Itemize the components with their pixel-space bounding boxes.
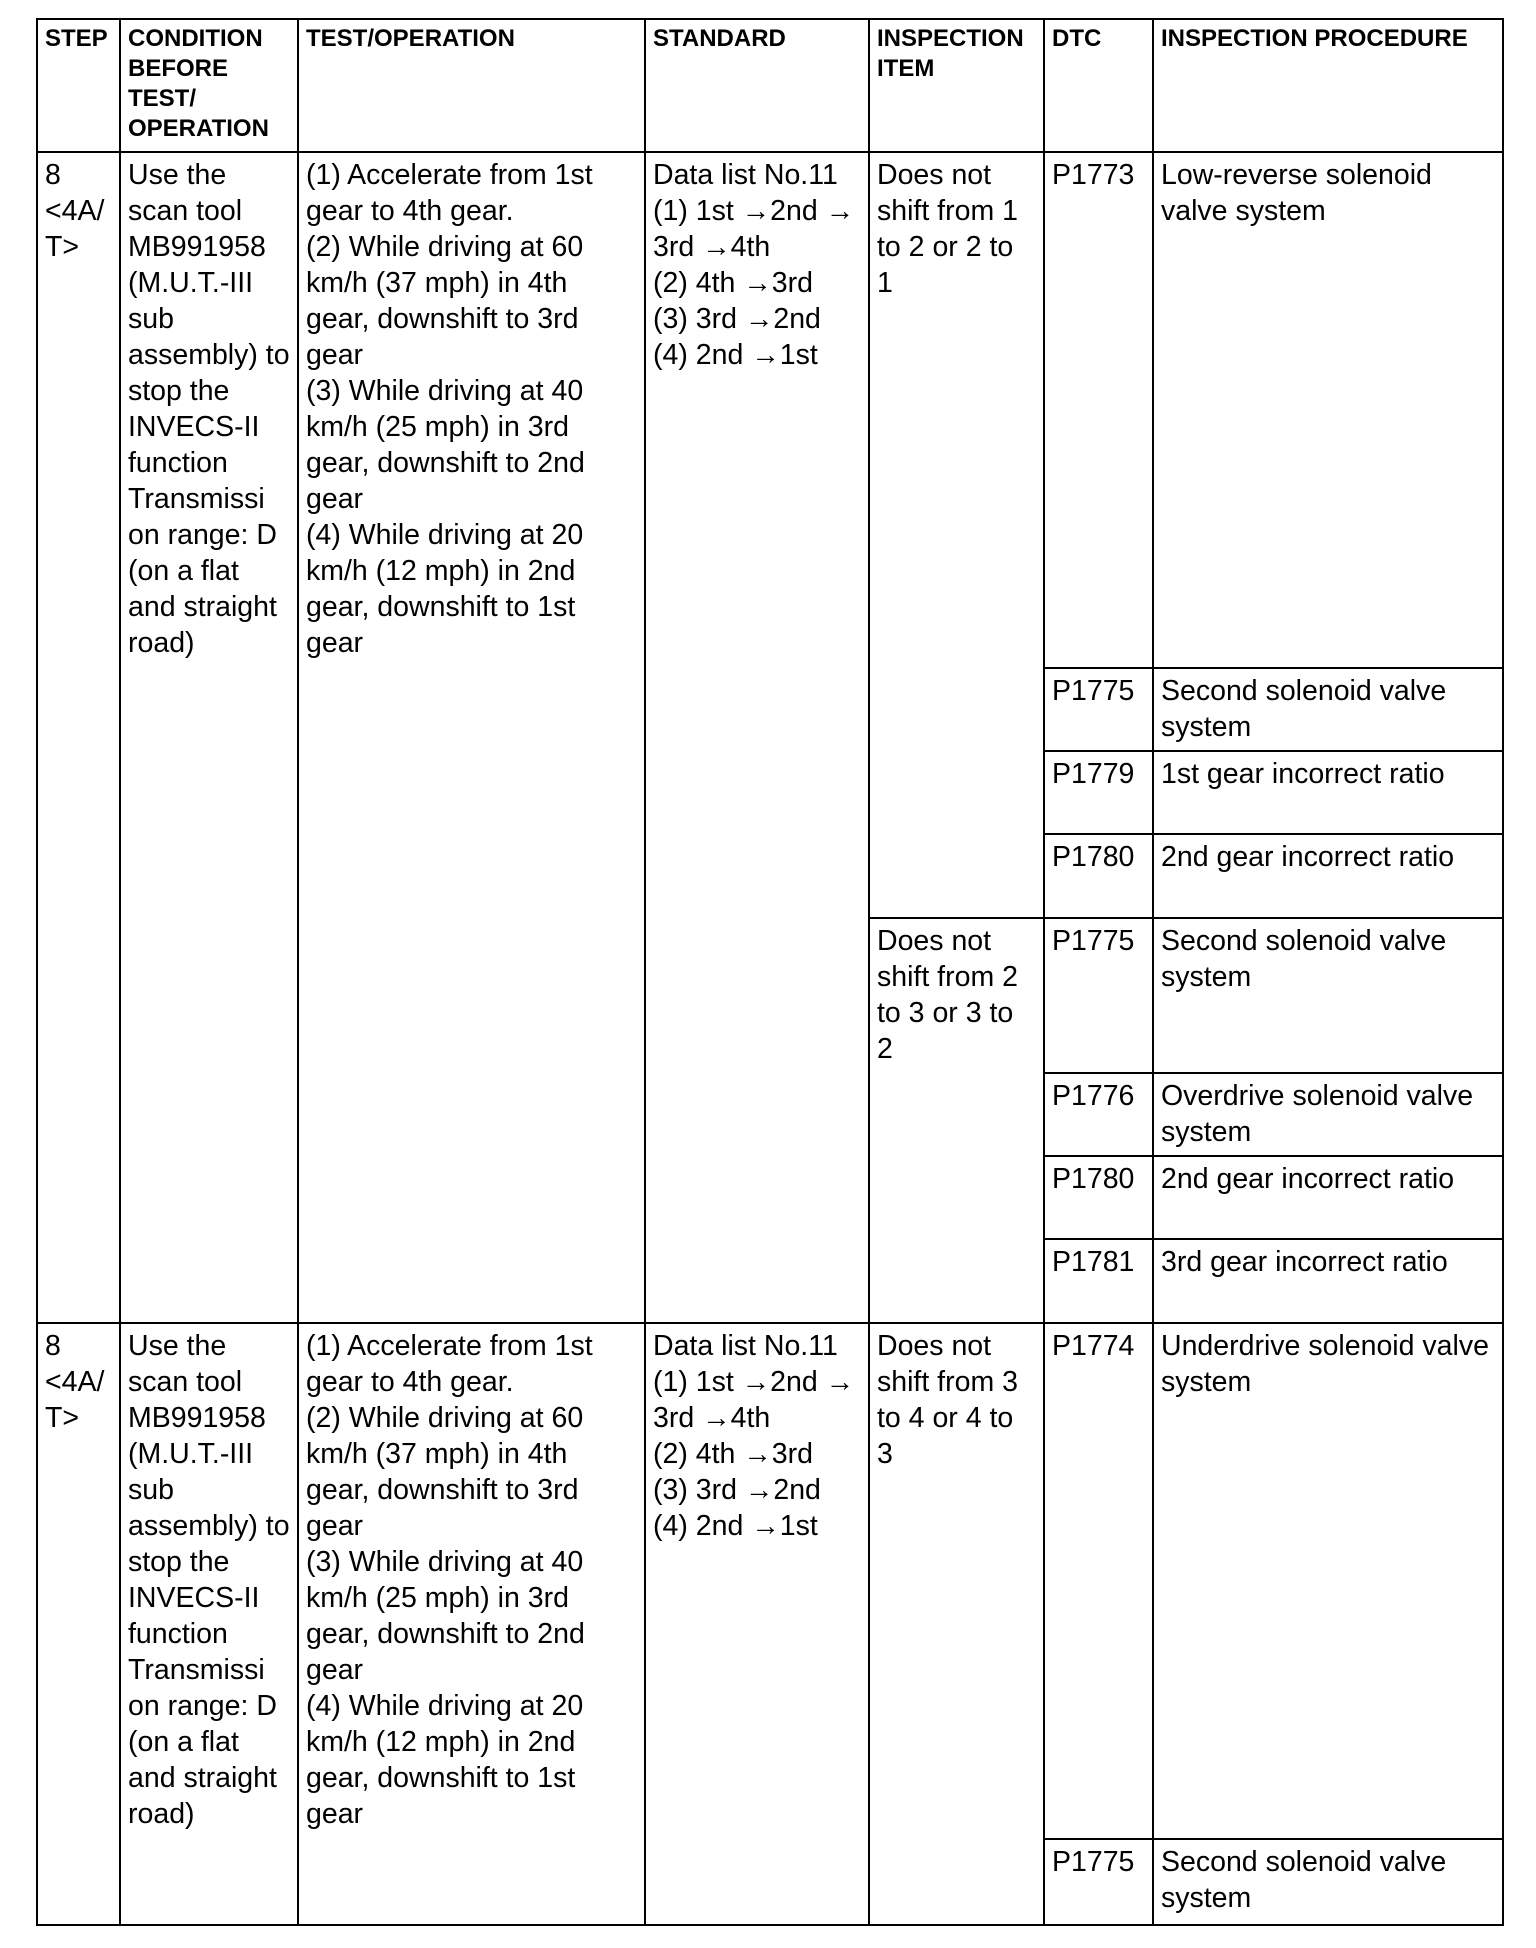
inspection-procedure: 1st gear incorrect ratio — [1153, 751, 1503, 834]
inspection-item-cell: Does not shift from 2 to 3 or 3 to 2 — [869, 918, 1044, 1323]
inspection-procedure: Underdrive solenoid valve system — [1153, 1323, 1503, 1839]
inspection-procedure: 2nd gear incorrect ratio — [1153, 834, 1503, 918]
standard-line: (1) 1st →2nd → — [653, 195, 855, 227]
inspection-procedure: Overdrive solenoid valve system — [1153, 1073, 1503, 1156]
dtc-code: P1781 — [1044, 1239, 1153, 1323]
condition-cell: Use the scan tool MB991958 (M.U.T.-III sub assembly) to stop the INVECS-II function Transmissi on range: D (on a flat and straight road) — [120, 152, 298, 1323]
inspection-procedure: Low-reverse solenoid valve system — [1153, 152, 1503, 668]
dtc-code: P1780 — [1044, 834, 1153, 918]
condition-cell: Use the scan tool MB991958 (M.U.T.-III sub assembly) to stop the INVECS-II function Transmissi on range: D (on a flat and straight road) — [120, 1323, 298, 1925]
inspection-item-cell: Does not shift from 1 to 2 or 2 to 1 — [869, 152, 1044, 918]
table-row — [37, 1323, 1503, 1839]
dtc-code: P1775 — [1044, 918, 1153, 1073]
header-inspection-procedure: INSPECTION PROCEDURE — [1153, 19, 1503, 152]
step-cell: 8 <4A/ T> — [37, 152, 120, 1323]
header-dtc: DTC — [1044, 19, 1153, 152]
header-row — [37, 19, 1503, 152]
header-condition: CONDITION BEFORE TEST/ OPERATION — [120, 19, 298, 152]
standard-line: 3rd →4th — [653, 1402, 771, 1434]
inspection-procedure: 2nd gear incorrect ratio — [1153, 1156, 1503, 1239]
standard-line: Data list No.11 — [653, 159, 838, 191]
test-operation-cell: (1) Accelerate from 1st gear to 4th gear. (2) While driving at 60 km/h (37 mph) in 4th gear, downshift to 3rd gear (3) While driving at 40 km/h (25 mph) in 3rd gear, downshift to 2nd gear (4) While driving at 20 km/h (12 mph) in 2nd gear, downshift to 1st gear — [298, 152, 645, 1323]
inspection-procedure: 3rd gear incorrect ratio — [1153, 1239, 1503, 1323]
standard-line: Data list No.11 — [653, 1330, 838, 1362]
inspection-table — [36, 18, 1504, 1926]
header-step: STEP — [37, 19, 120, 152]
standard-line: (4) 2nd →1st — [653, 339, 818, 371]
inspection-procedure: Second solenoid valve system — [1153, 918, 1503, 1073]
standard-line: 3rd →4th — [653, 231, 771, 263]
step-cell: 8 <4A/ T> — [37, 1323, 120, 1925]
standard-line: (1) 1st →2nd → — [653, 1366, 855, 1398]
header-test-operation: TEST/OPERATION — [298, 19, 645, 152]
inspection-procedure: Second solenoid valve system — [1153, 1839, 1503, 1925]
dtc-code: P1774 — [1044, 1323, 1153, 1839]
standard-line: (2) 4th →3rd — [653, 267, 813, 299]
standard-line: (3) 3rd →2nd — [653, 303, 821, 335]
standard-line: (3) 3rd →2nd — [653, 1474, 821, 1506]
dtc-code: P1773 — [1044, 152, 1153, 668]
standard-line: (4) 2nd →1st — [653, 1510, 818, 1542]
standard-line: (2) 4th →3rd — [653, 1438, 813, 1470]
standard-cell — [645, 1323, 869, 1925]
table-row — [37, 152, 1503, 668]
inspection-procedure: Second solenoid valve system — [1153, 668, 1503, 751]
inspection-item-cell: Does not shift from 3 to 4 or 4 to 3 — [869, 1323, 1044, 1925]
header-standard: STANDARD — [645, 19, 869, 152]
header-inspection-item: INSPECTION ITEM — [869, 19, 1044, 152]
test-operation-cell: (1) Accelerate from 1st gear to 4th gear. (2) While driving at 60 km/h (37 mph) in 4th gear, downshift to 3rd gear (3) While driving at 40 km/h (25 mph) in 3rd gear, downshift to 2nd gear (4) While driving at 20 km/h (12 mph) in 2nd gear, downshift to 1st gear — [298, 1323, 645, 1925]
dtc-code: P1775 — [1044, 1839, 1153, 1925]
dtc-code: P1779 — [1044, 751, 1153, 834]
dtc-code: P1780 — [1044, 1156, 1153, 1239]
dtc-code: P1776 — [1044, 1073, 1153, 1156]
standard-cell — [645, 152, 869, 1323]
dtc-code: P1775 — [1044, 668, 1153, 751]
